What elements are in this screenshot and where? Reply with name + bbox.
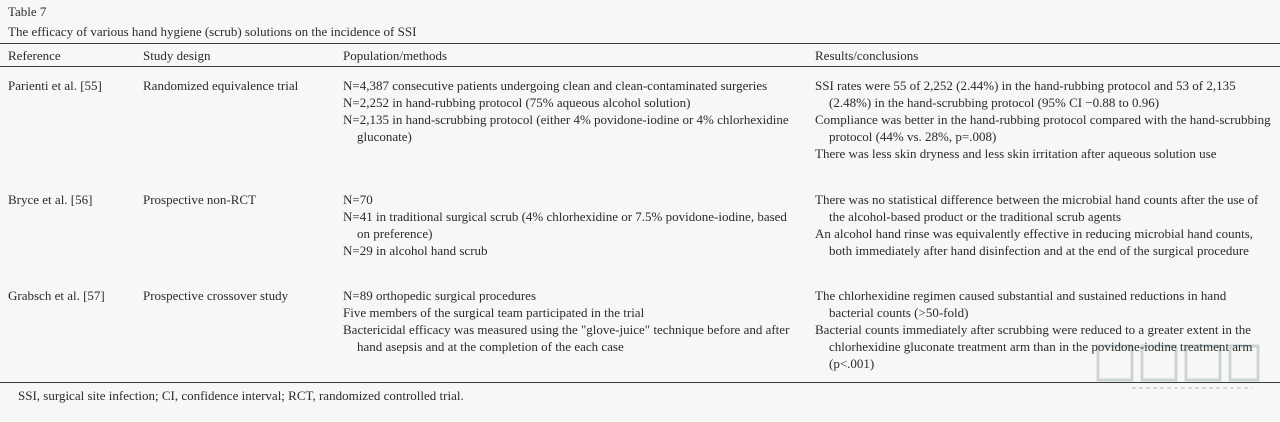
- population-cell: [343, 191, 803, 259]
- table-footnote: SSI, surgical site infection; CI, confidence interval; RCT, randomized controlled trial.: [18, 388, 464, 403]
- watermark-logo: [1092, 340, 1264, 396]
- result-item: Compliance was better in the hand-rubbing protocol compared with the hand-scrubbing protocol (44% vs. 28%, p=.008): [815, 112, 1271, 144]
- population-item: N=2,252 in hand-rubbing protocol (75% aqueous alcohol solution): [343, 95, 691, 110]
- reference-cell: Bryce et al. [56]: [8, 192, 93, 207]
- watermark-logo-icon: [1092, 340, 1264, 396]
- population-item: N=29 in alcohol hand scrub: [343, 243, 488, 258]
- results-cell: [815, 191, 1273, 259]
- results-cell: [815, 77, 1273, 162]
- result-item: There was less skin dryness and less skin irritation after aqueous solution use: [815, 146, 1217, 161]
- result-item: SSI rates were 55 of 2,252 (2.44%) in the hand-rubbing protocol and 53 of 2,135 (2.48%) in the hand-scrubbing protocol (95% CI −0.88 to 0.96): [815, 78, 1236, 110]
- header-study-design: Study design: [143, 48, 211, 63]
- population-item: Bactericidal efficacy was measured using the "glove-juice" technique before and after hand asepsis and at the completion of the each case: [343, 322, 790, 354]
- population-item: Five members of the surgical team participated in the trial: [343, 305, 645, 320]
- population-cell: [343, 287, 803, 355]
- reference-cell: Parienti et al. [55]: [8, 78, 102, 93]
- population-cell: [343, 77, 803, 145]
- table-title: The efficacy of various hand hygiene (scrub) solutions on the incidence of SSI: [8, 24, 417, 39]
- population-item: N=41 in traditional surgical scrub (4% chlorhexidine or 7.5% povidone-iodine, based on preference): [343, 209, 787, 241]
- header-rule: [0, 66, 1280, 67]
- result-item: There was no statistical difference between the microbial hand counts after the use of the alcohol-based product or the traditional scrub agents: [815, 192, 1259, 224]
- header-reference: Reference: [8, 48, 61, 63]
- population-item: N=70: [343, 192, 373, 207]
- header-results-conclusions: Results/conclusions: [815, 48, 919, 63]
- population-item: N=2,135 in hand-scrubbing protocol (either 4% povidone-iodine or 4% chlorhexidine gluconate): [343, 112, 789, 144]
- table-label: Table 7: [8, 4, 47, 19]
- result-item: An alcohol hand rinse was equivalently effective in reducing microbial hand counts, both immediately after hand disinfection and at the end of the surgical procedure: [815, 226, 1254, 258]
- design-cell: Randomized equivalence trial: [143, 78, 299, 93]
- bottom-rule: [0, 382, 1280, 383]
- design-cell: Prospective crossover study: [143, 288, 289, 303]
- result-item: The chlorhexidine regimen caused substantial and sustained reductions in hand bacterial counts (>50-fold): [815, 288, 1227, 320]
- header-population-methods: Population/methods: [343, 48, 447, 63]
- population-item: N=4,387 consecutive patients undergoing clean and clean-contaminated surgeries: [343, 78, 768, 93]
- design-cell: Prospective non-RCT: [143, 192, 257, 207]
- top-rule: [0, 43, 1280, 44]
- result-item: Bacterial counts immediately after scrubbing were reduced to a greater extent in the chlorhexidine gluconate treatment arm than in the povidone-iodine treatment arm (p<.001): [815, 322, 1253, 371]
- population-item: N=89 orthopedic surgical procedures: [343, 288, 537, 303]
- reference-cell: Grabsch et al. [57]: [8, 288, 105, 303]
